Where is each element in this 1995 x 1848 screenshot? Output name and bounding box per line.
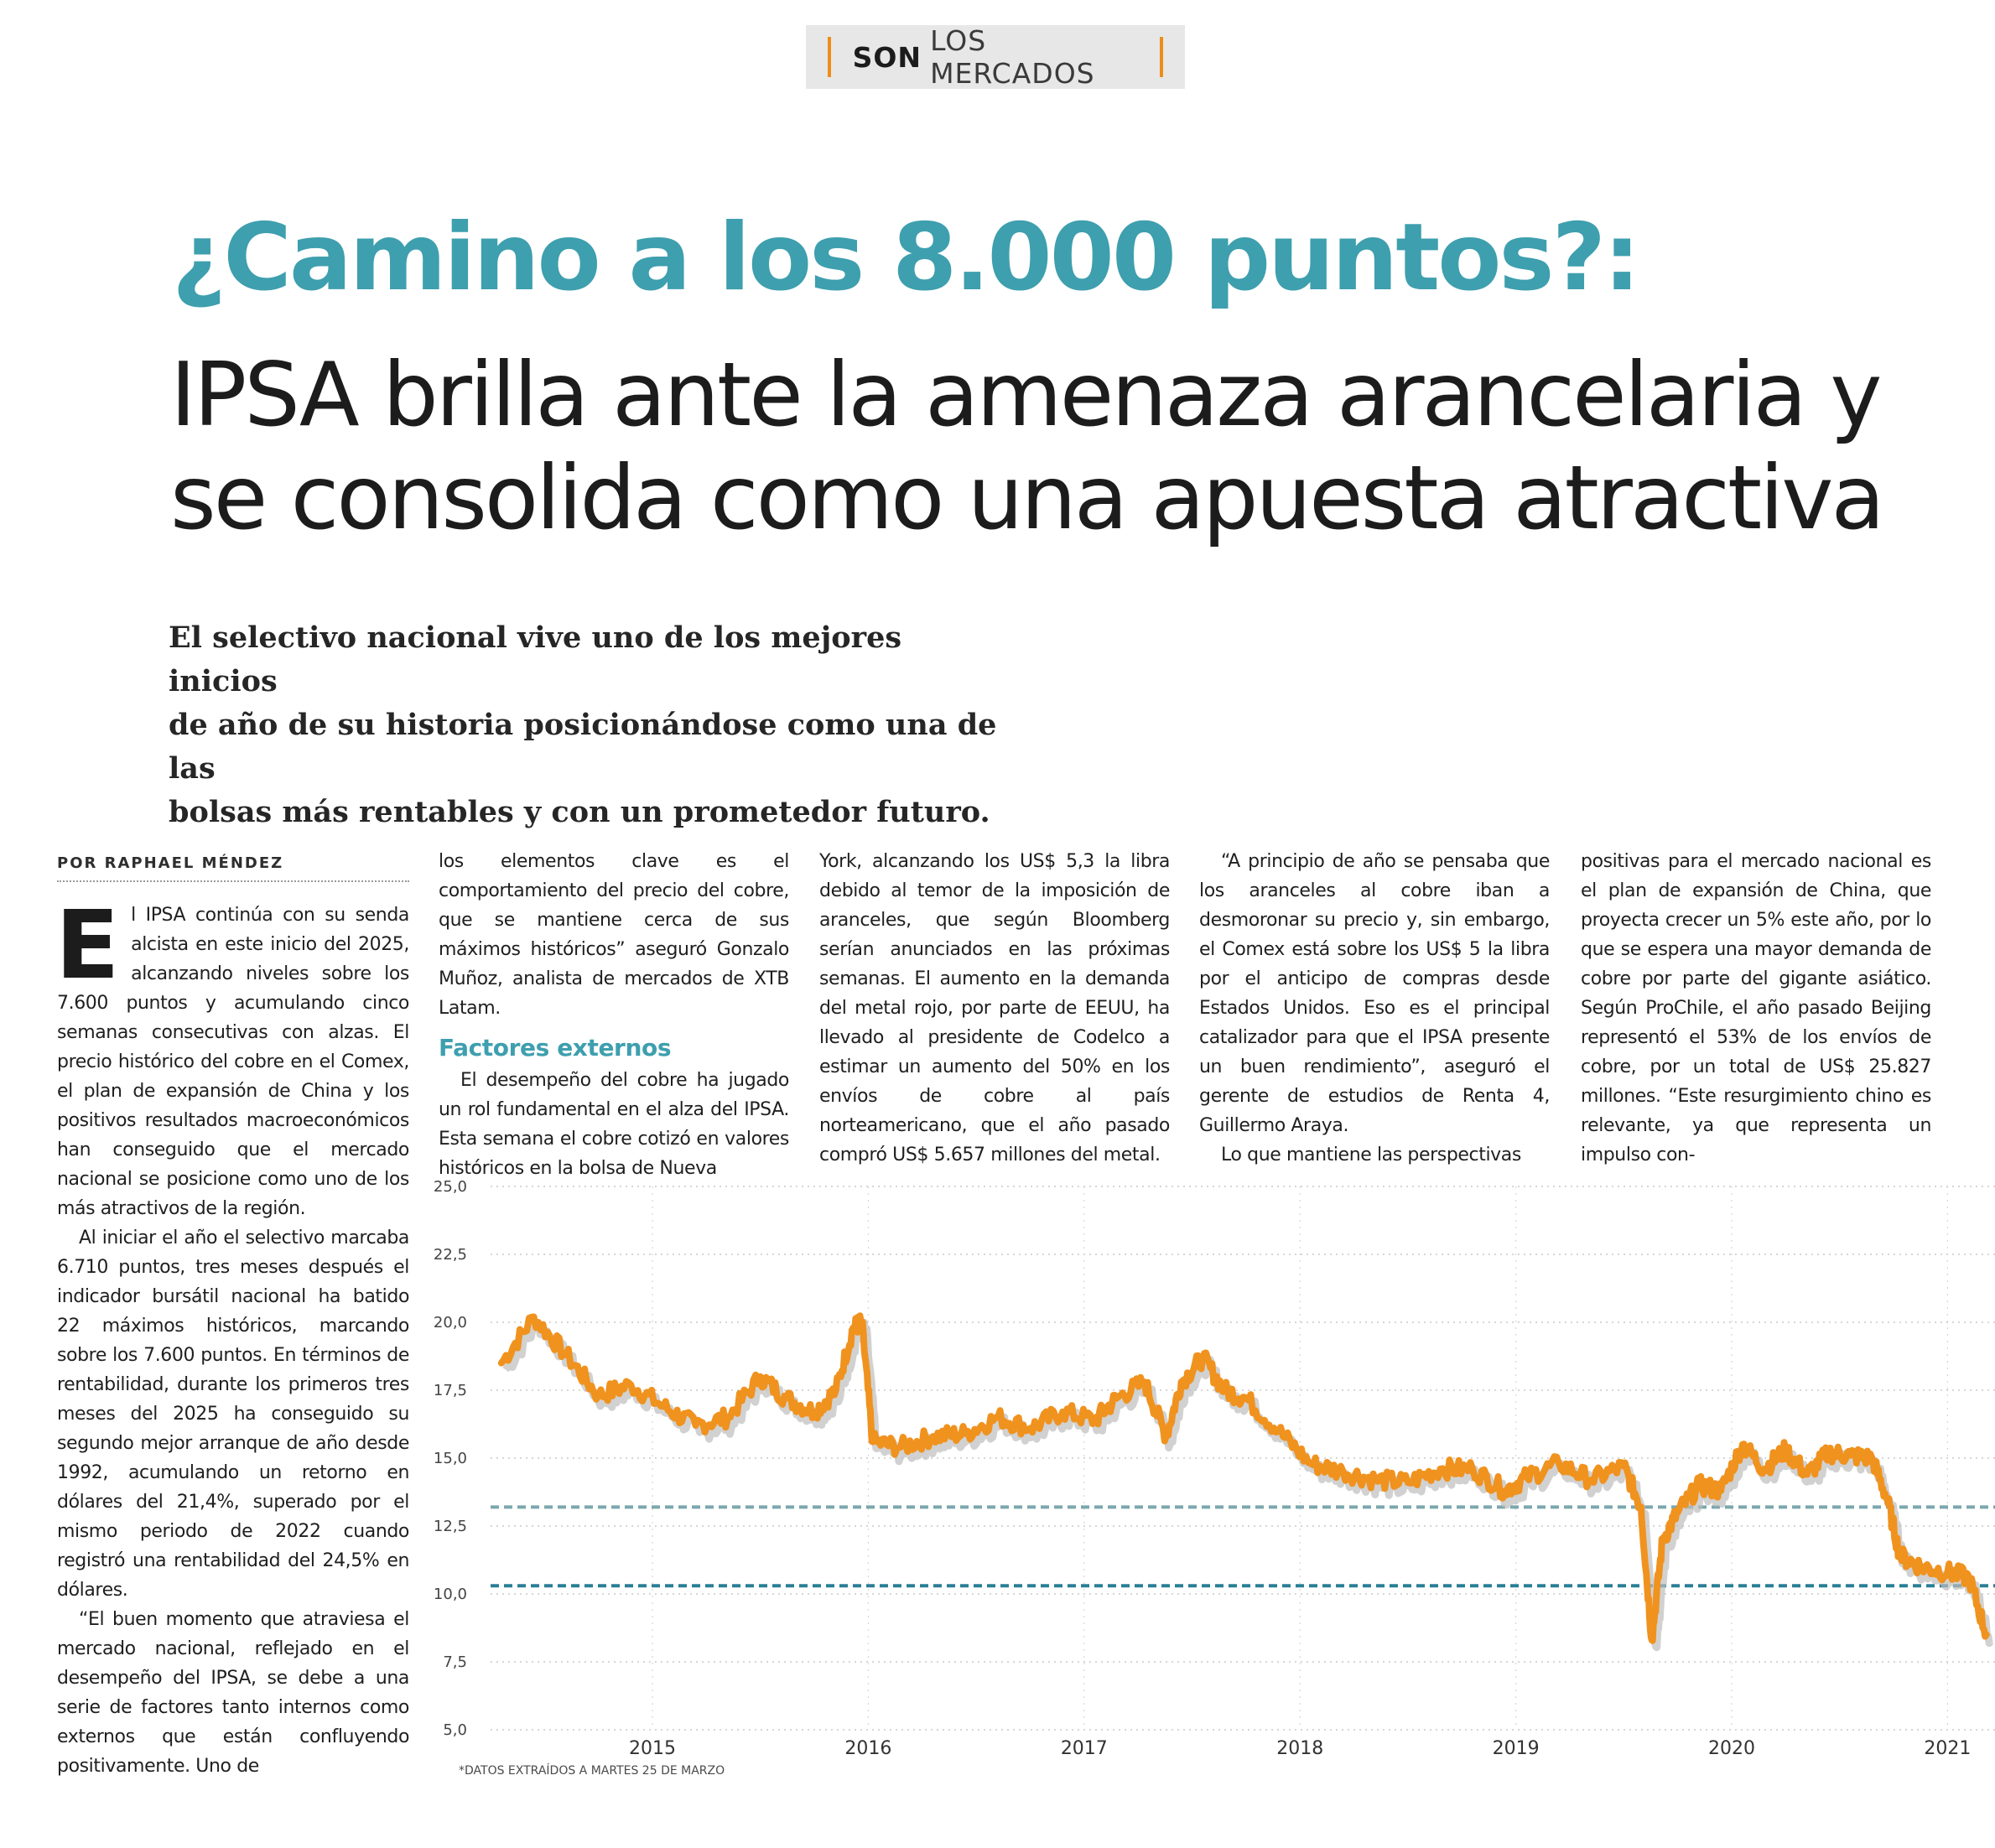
- paragraph-1: l IPSA continúa con su senda alcista en este inicio del 2025, alcanzando niveles sobre los 7.600 puntos y acumulando cinco semanas consecutivas con alzas. El precio histórico del cobre en el Comex, el plan de expansión de China y los positivos resultados macroeconómicos han conseguido que el mercado nacional se posicione como uno de los más atractivos de la región.: [57, 905, 409, 1219]
- byline: POR RAPHAEL MÉNDEZ: [57, 854, 409, 882]
- paragraph-7: “A principio de año se pensaba que los aranceles al cobre iban a desmoronar su precio y, sin embargo, el Comex está sobre los US$ 5 la libra por el anticipo de compras desde Estados Unidos. Eso es el principal catalizador para que el IPSA presente un buen rendimiento”, aseguró el gerente de estudios de Renta 4, Guillermo Araya.: [1199, 851, 1550, 1136]
- article-deck: El selectivo nacional vive uno de los mejores inicios de año de su historia posicionándose como una de las bolsas más rentables y con un prometedor futuro.: [169, 620, 997, 829]
- x-tick-label: 2021: [1924, 1738, 1972, 1759]
- y-tick-label: 25,0: [433, 1178, 467, 1196]
- headline-main: IPSA brilla ante la amenaza arancelaria y se consolida como una apuesta atractiva: [170, 344, 1883, 549]
- y-tick-label: 7,5: [443, 1653, 467, 1671]
- paragraph-8: Lo que mantiene las perspectivas: [1221, 1145, 1521, 1165]
- x-tick-label: 2020: [1707, 1738, 1755, 1759]
- y-tick-label: 15,0: [433, 1450, 467, 1467]
- y-tick-label: 17,5: [433, 1382, 467, 1399]
- y-tick-label: 10,0: [433, 1586, 467, 1603]
- x-tick-label: 2015: [629, 1738, 677, 1759]
- x-tick-label: 2016: [844, 1738, 892, 1759]
- drop-cap: E: [55, 891, 120, 1000]
- y-tick-label: 20,0: [433, 1314, 467, 1331]
- paragraph-2: Al iniciar el año el selectivo marcaba 6.710 puntos, tres meses después el indicador bursátil nacional ha batido 22 máximos históricos, marcando sobre los 7.600 puntos. En términos de rentabilidad, durante los primeros tres meses del 2025 ha conseguido su segundo mejor arranque de año desde 1992, acumulando un retorno en dólares del 21,4%, superado por el mismo periodo de 2022 cuando registró una rentabilidad del 24,5% en dólares.: [57, 1228, 409, 1601]
- paragraph-5: El desempeño del cobre ha jugado un rol fundamental en el alza del IPSA. Esta semana el cobre cotizó en valores históricos en la bolsa de Nueva: [439, 1070, 789, 1179]
- x-tick-label: 2017: [1060, 1738, 1108, 1759]
- paragraph-6: York, alcanzando los US$ 5,3 la libra debido al temor de la imposición de aranceles, que según Bloomberg serían anunciados en las próximas semanas. El aumento en la demanda del metal rojo, por parte de EEUU, ha llevado al presidente de Codelco a estimar un aumento del 50% en los envíos de cobre al país norteamericano, que el año pasado compró US$ 5.657 millones del metal.: [819, 851, 1170, 1165]
- paragraph-9: positivas para el mercado nacional es el plan de expansión de China, que proyecta crecer un 5% este año, por lo que se espera una mayor demanda de cobre por parte del gigante asiático. Según ProChile, el año pasado Beijing representó el 53% de los envíos de cobre, por un total de US$ 25.827 millones. “Este resurgimiento chino es relevante, ya que representa un impulso con-: [1581, 851, 1931, 1165]
- headline-question: ¿Camino a los 8.000 puntos?:: [172, 204, 1639, 312]
- series-line-shadow: [506, 1322, 1991, 1648]
- section-tag-rest: LOS MERCADOS: [930, 24, 1095, 90]
- y-tick-label: 22,5: [433, 1246, 467, 1264]
- subhead-factores-externos: Factores externos: [439, 1034, 672, 1062]
- x-tick-label: 2018: [1276, 1738, 1324, 1759]
- paragraph-4: los elementos clave es el comportamiento del precio del cobre, que se mantiene cerca de sus máximos históricos” aseguró Gonzalo Muñoz, analista de mercados de XTB Latam.: [439, 851, 789, 1019]
- x-tick-label: 2019: [1492, 1738, 1540, 1759]
- section-tag-bold: SON: [852, 40, 922, 74]
- paragraph-3: “El buen momento que atraviesa el mercado nacional, reflejado en el desempeño del IPSA, se debe a una serie de factores tanto internos como externos que están confluyendo positivamente. Uno de: [57, 1609, 409, 1777]
- y-tick-label: 12,5: [433, 1518, 467, 1535]
- chart-footnote: *DATOS EXTRAÍDOS A MARTES 25 DE MARZO: [459, 1764, 725, 1778]
- y-tick-label: 5,0: [443, 1721, 467, 1739]
